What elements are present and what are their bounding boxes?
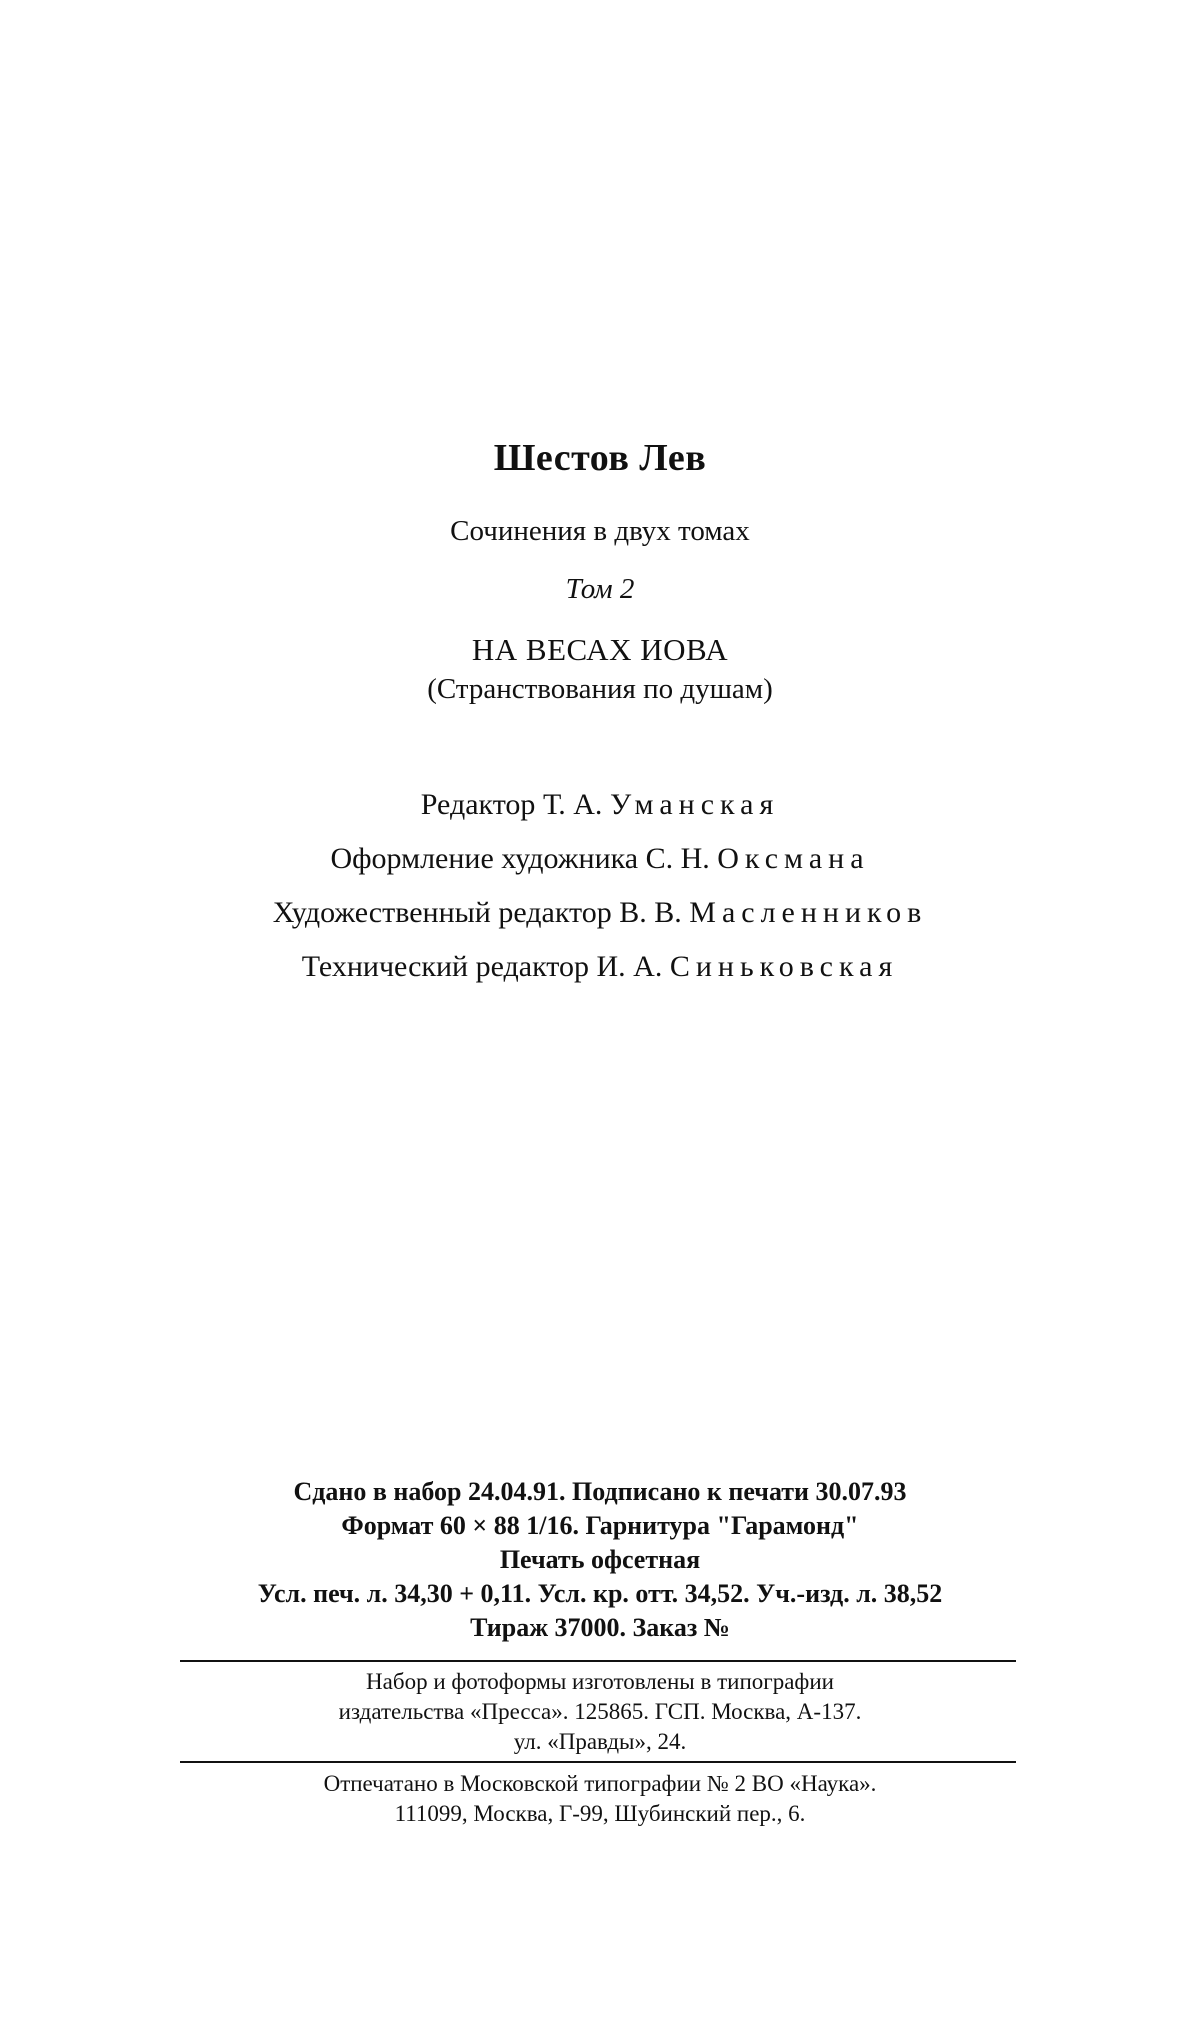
imprint-sheets: Усл. печ. л. 34,30 + 0,11. Усл. кр. отт. 34,52. Уч.-изд. л. 38,52 [257, 1579, 943, 1608]
credit-initials: Т. А. [542, 788, 603, 821]
imprint-dates: Сдано в набор 24.04.91. Подписано к печати 30.07.93 [293, 1477, 907, 1506]
volume-label: Том 2 [565, 573, 635, 605]
credit-art-editor [0, 896, 1200, 930]
typesetting-line: издательства «Пресса». 125865. ГСП. Москва, А-137. [338, 1699, 862, 1724]
printing-line: Отпечатано в Московской типографии № 2 ВО «Наука». [323, 1771, 877, 1796]
typesetting-line: ул. «Правды», 24. [513, 1729, 687, 1754]
credit-technical-editor [0, 950, 1200, 984]
imprint-circulation: Тираж 37000. Заказ № [470, 1613, 730, 1642]
credit-designer [0, 842, 1200, 876]
credit-editor [0, 788, 1200, 822]
credit-surname: Уманская [609, 788, 780, 821]
printing-line: 111099, Москва, Г-99, Шубинский пер., 6. [394, 1801, 806, 1826]
credit-role: Редактор [420, 788, 536, 821]
credit-role: Художественный редактор [272, 896, 612, 929]
credit-role: Оформление художника [330, 842, 639, 875]
divider-rule [180, 1761, 1016, 1763]
typesetting-line: Набор и фотоформы изготовлены в типографии [366, 1669, 834, 1694]
credit-surname: Масленников [689, 896, 928, 929]
credit-initials: И. А. [596, 950, 663, 983]
imprint-print-type: Печать офсетная [499, 1545, 701, 1574]
divider-rule [180, 1660, 1016, 1662]
credit-surname: Синьковская [669, 950, 899, 983]
series-title: Сочинения в двух томах [450, 515, 750, 547]
author-name: Шестов Лев [493, 437, 707, 479]
credit-initials: В. В. [619, 896, 682, 929]
credit-role: Технический редактор [301, 950, 589, 983]
credit-initials: С. Н. [645, 842, 710, 875]
book-title: НА ВЕСАХ ИОВА [471, 632, 729, 667]
book-subtitle: (Странствования по душам) [427, 673, 773, 705]
credit-surname: Оксмана [717, 842, 870, 875]
imprint-format: Формат 60 × 88 1/16. Гарнитура "Гарамонд" [341, 1511, 859, 1540]
